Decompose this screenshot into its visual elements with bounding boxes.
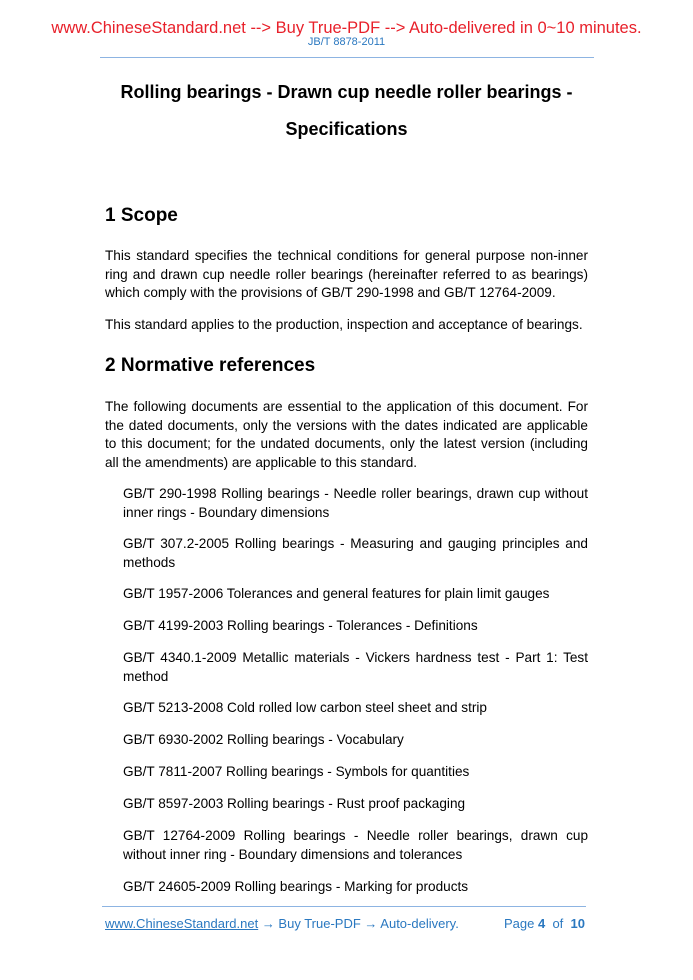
reference-item: GB/T 1957-2006 Tolerances and general features for plain limit gauges [123, 586, 550, 601]
page-label: Page [503, 916, 535, 931]
document-title-line2: Specifications [285, 119, 408, 139]
paragraph: This standard specifies the technical conditions for general purpose non-inner ring and drawn cup needle roller bearings (hereinafter referred to as bearings) which comply with the provisions of GB/T 290-1998 and GB/T 12764-2009. [105, 248, 588, 301]
reference-item: GB/T 24605-2009 Rolling bearings - Marking for products [123, 879, 469, 894]
standard-code: JB/T 8878-2011 [307, 36, 386, 48]
reference-item: GB/T 290-1998 Rolling bearings - Needle roller bearings, drawn cup without inner rings - Boundary dimensions [123, 486, 588, 520]
footer-divider [102, 906, 586, 907]
reference-item: GB/T 6930-2002 Rolling bearings - Vocabulary [123, 732, 404, 747]
section-heading-scope: 1 Scope [105, 205, 178, 226]
reference-item: GB/T 307.2-2005 Rolling bearings - Measuring and gauging principles and methods [123, 536, 588, 570]
page-number: 4 [537, 916, 546, 931]
total-pages: 10 [570, 916, 585, 931]
paragraph: The following documents are essential to the application of this document. For the dated documents, only the versions with the dates indicated are applicable to this document; for the undated documents, only the latest version (including all the amendments) are applicable to this standard. [105, 399, 588, 470]
footer [105, 916, 585, 931]
of-label: of [552, 916, 564, 931]
reference-item: GB/T 8597-2003 Rolling bearings - Rust proof packaging [123, 796, 466, 811]
reference-item: GB/T 4199-2003 Rolling bearings - Tolerances - Definitions [123, 618, 478, 633]
paragraph: This standard applies to the production, inspection and acceptance of bearings. [105, 317, 583, 332]
footer-promo-text: → Buy True-PDF → Auto-delivery. [258, 916, 459, 931]
header-divider [100, 57, 594, 58]
promo-banner: www.ChineseStandard.net --> Buy True-PDF --> Auto-delivered in 0~10 minutes. [51, 19, 642, 37]
reference-item: GB/T 4340.1-2009 Metallic materials - Vickers hardness test - Part 1: Test method [123, 650, 588, 684]
footer-link[interactable]: www.ChineseStandard.net [105, 916, 259, 931]
document-title-line1: Rolling bearings - Drawn cup needle roller bearings - [120, 82, 573, 102]
reference-item: GB/T 12764-2009 Rolling bearings - Needle roller bearings, drawn cup without inner ring - Boundary dimensions and tolerances [123, 828, 588, 862]
section-heading-normative-references: 2 Normative references [105, 355, 316, 376]
page-indicator [504, 916, 585, 931]
reference-item: GB/T 7811-2007 Rolling bearings - Symbols for quantities [123, 764, 470, 779]
footer-promo [105, 916, 459, 931]
reference-item: GB/T 5213-2008 Cold rolled low carbon steel sheet and strip [123, 700, 487, 715]
